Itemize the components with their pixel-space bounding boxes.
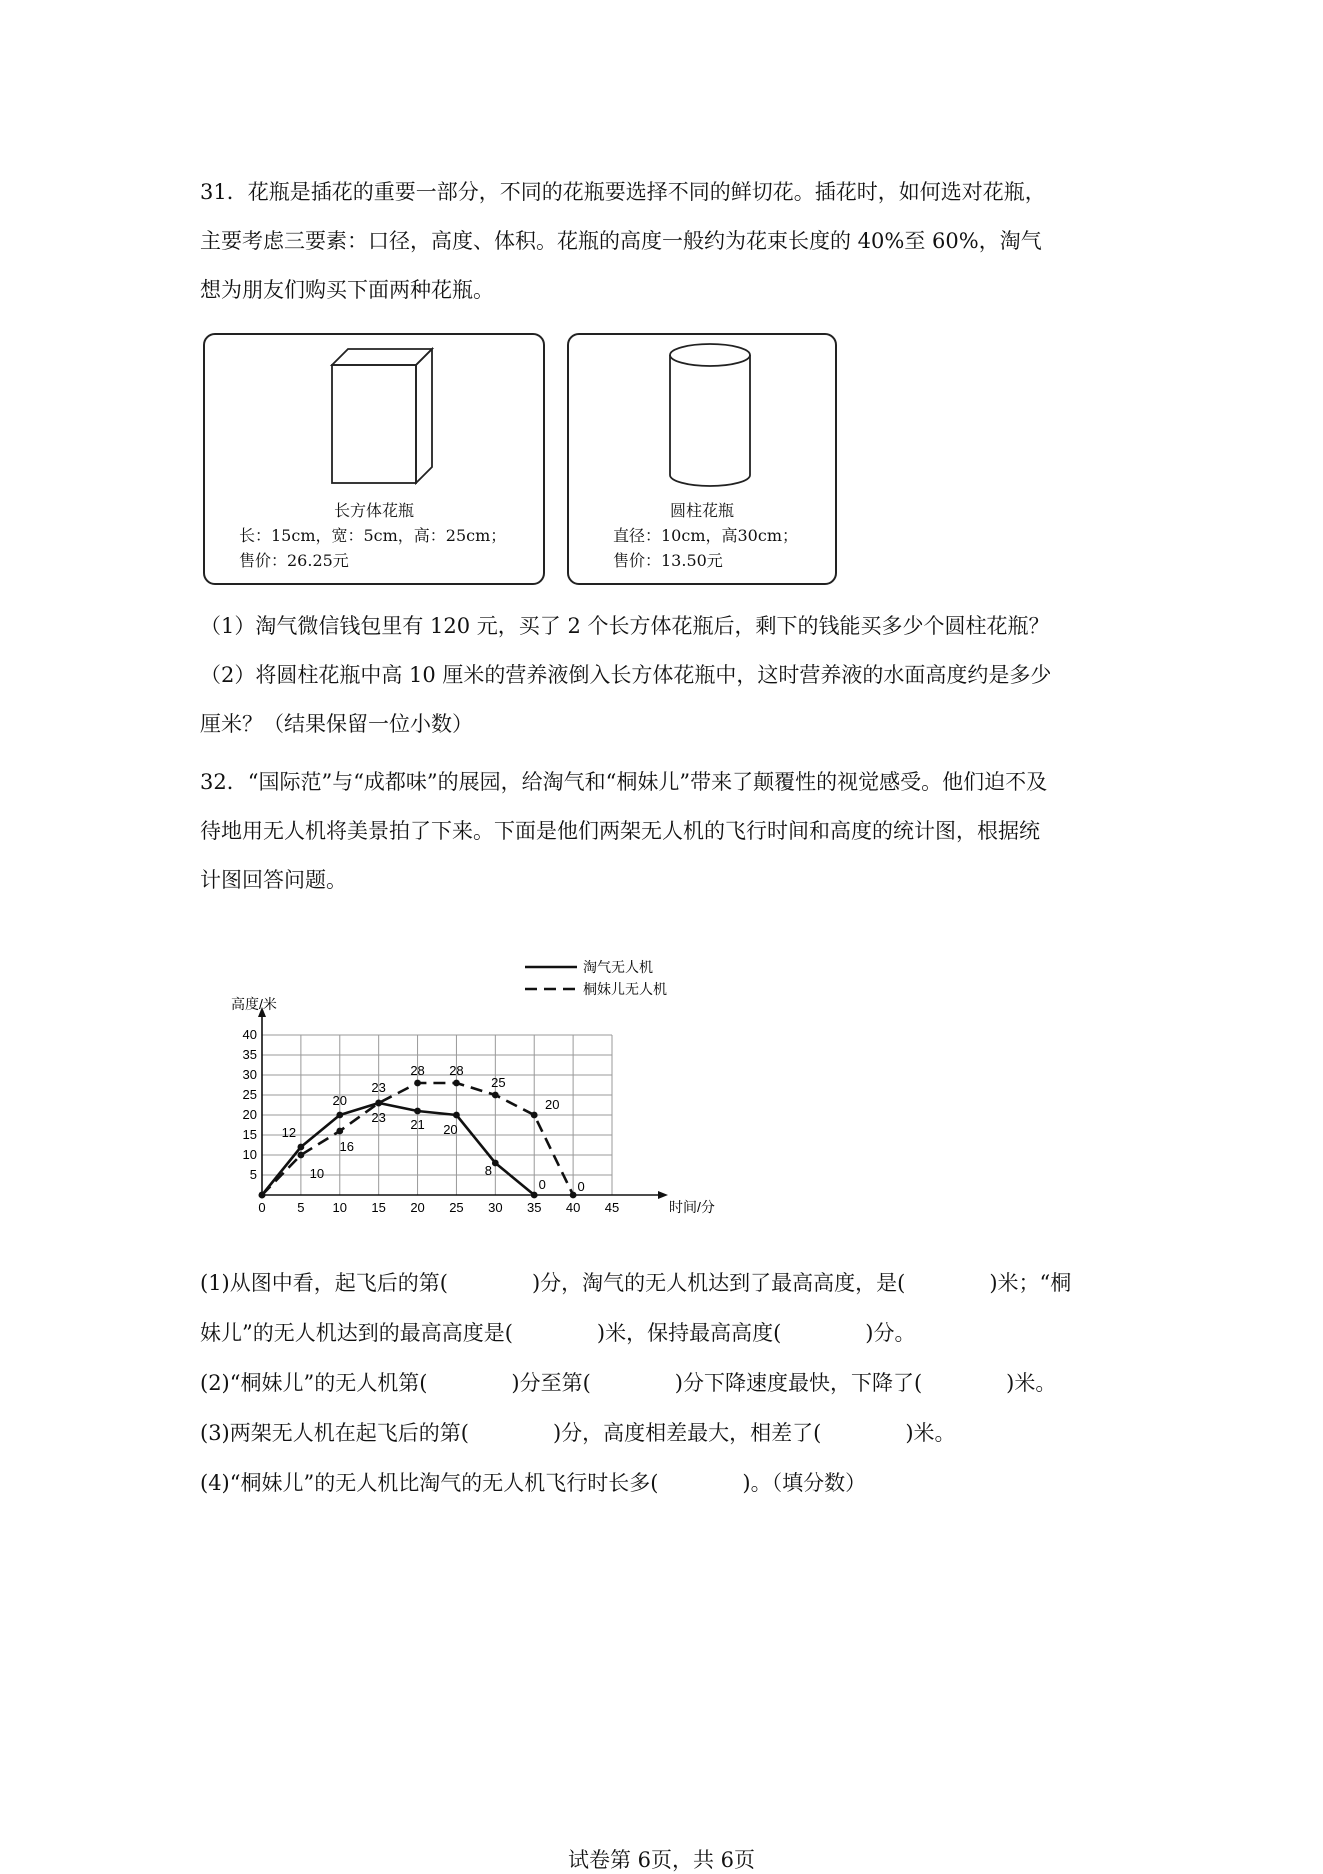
q32-sub-line: (3)两架无人机在起飞后的第( )分，高度相差最大，相差了( )米。 <box>200 1421 956 1445</box>
drone-height-chart <box>195 945 715 1225</box>
cylinder-vase-drawing <box>569 335 835 495</box>
q32-sub-line: (1)从图中看，起飞后的第( )分，淘气的无人机达到了最高高度，是( )米；“桐 <box>200 1271 1072 1295</box>
x-axis-arrow <box>658 1191 668 1199</box>
tongmeier-data-point <box>375 1100 382 1107</box>
tongmeier-data-point <box>453 1080 460 1087</box>
taoqi-data-point <box>414 1108 421 1115</box>
tongmeier-data-point <box>336 1128 343 1135</box>
q31-line: 主要考虑三要素：口径，高度、体积。花瓶的高度一般约为花束长度的 40%至 60%，淘气 <box>200 229 1042 253</box>
taoqi-data-point <box>453 1112 460 1119</box>
data-label: 20 <box>332 1093 348 1108</box>
cylinder-vase-dims: 直径：10cm，高30cm； <box>613 526 798 545</box>
y-tick-label: 40 <box>242 1027 257 1042</box>
q31-stem <box>200 168 1130 315</box>
q31-line: 想为朋友们购买下面两种花瓶。 <box>200 278 494 302</box>
cylinder-vase-price: 售价：13.50元 <box>613 551 723 570</box>
tongmeier-data-point <box>492 1092 499 1099</box>
q31-sub2-line: （2）将圆柱花瓶中高 10 厘米的营养液倒入长方体花瓶中，这时营养液的水面高度约是多少 <box>200 663 1052 687</box>
cylinder-vase-title: 圆柱花瓶 <box>669 501 734 520</box>
y-tick-label: 5 <box>249 1167 257 1182</box>
x-tick-label: 10 <box>332 1200 348 1215</box>
q32-sub-line: 妹儿”的无人机达到的最高高度是( )米，保持最高高度( )分。 <box>200 1321 916 1345</box>
taoqi-data-point <box>336 1112 343 1119</box>
q31-sub1: （1）淘气微信钱包里有 120 元，买了 2 个长方体花瓶后，剩下的钱能买多少个圆柱花瓶？ <box>200 614 1050 638</box>
y-tick-label: 25 <box>242 1087 257 1102</box>
y-tick-label: 20 <box>242 1107 257 1122</box>
y-tick-label: 10 <box>242 1147 257 1162</box>
tongmeier-data-point <box>570 1192 577 1199</box>
cylinder-vase-card <box>567 333 837 585</box>
x-tick-label: 5 <box>297 1200 305 1215</box>
y-axis-label: 高度/米 <box>231 996 277 1012</box>
q32-sub-line: (2)“桐妹儿”的无人机第( )分至第( )分下降速度最快，下降了( )米。 <box>200 1371 1057 1395</box>
x-tick-label: 25 <box>449 1200 464 1215</box>
cuboid-vase-drawing <box>205 335 543 495</box>
tongmeier-data-point <box>531 1112 538 1119</box>
cuboid-vase-price: 售价：26.25元 <box>239 551 349 570</box>
data-label: 10 <box>309 1166 325 1181</box>
legend-label: 淘气无人机 <box>583 959 653 975</box>
data-label: 23 <box>371 1110 386 1125</box>
y-tick-label: 30 <box>242 1067 257 1082</box>
x-tick-label: 35 <box>526 1200 542 1215</box>
taoqi-data-point <box>492 1160 499 1167</box>
data-label: 20 <box>544 1097 560 1112</box>
q31-sub2-line: 厘米？（结果保留一位小数） <box>200 712 473 736</box>
data-label: 20 <box>443 1122 458 1137</box>
data-label: 28 <box>410 1063 425 1078</box>
taoqi-data-point <box>531 1192 538 1199</box>
x-tick-label: 45 <box>604 1200 620 1215</box>
q31-subquestions <box>200 602 1130 749</box>
tongmeier-data-point <box>259 1192 266 1199</box>
q32-line: 计图回答问题。 <box>200 868 347 892</box>
data-label: 23 <box>371 1080 386 1095</box>
page-footer: 试卷第 6页，共 6页 <box>567 1848 756 1872</box>
x-tick-label: 15 <box>371 1200 386 1215</box>
tongmeier-data-point <box>297 1152 304 1159</box>
x-tick-label: 40 <box>565 1200 581 1215</box>
taoqi-data-point <box>297 1144 304 1151</box>
data-label: 25 <box>491 1075 506 1090</box>
cuboid-vase-card <box>203 333 545 585</box>
x-tick-label: 30 <box>488 1200 503 1215</box>
q31-line: 31．花瓶是插花的重要一部分，不同的花瓶要选择不同的鲜切花。插花时，如何选对花瓶， <box>200 180 1046 204</box>
x-tick-label: 20 <box>410 1200 425 1215</box>
cuboid-vase-dims: 长：15cm，宽：5cm，高：25cm； <box>239 526 507 545</box>
x-axis-label: 时间/分 <box>669 1199 715 1215</box>
data-label: 28 <box>449 1063 464 1078</box>
y-tick-label: 15 <box>242 1127 257 1142</box>
y-tick-label: 35 <box>242 1047 257 1062</box>
data-label: 8 <box>484 1163 492 1178</box>
data-label: 21 <box>410 1117 425 1132</box>
data-label: 0 <box>538 1177 546 1192</box>
cuboid-vase-title: 长方体花瓶 <box>333 501 414 520</box>
data-label: 0 <box>577 1179 585 1194</box>
legend-label: 桐妹儿无人机 <box>583 981 667 997</box>
q32-line: 待地用无人机将美景拍了下来。下面是他们两架无人机的飞行时间和高度的统计图，根据统 <box>200 819 1040 843</box>
data-label: 16 <box>339 1139 355 1154</box>
q32-line: 32．“国际范”与“成都味”的展园，给淘气和“桐妹儿”带来了颠覆性的视觉感受。他们迫不及 <box>200 770 1048 794</box>
x-tick-label: 0 <box>258 1200 266 1215</box>
tongmeier-data-point <box>414 1080 421 1087</box>
data-label: 12 <box>281 1125 297 1140</box>
q32-stem <box>200 758 1130 905</box>
q32-sub-line: (4)“桐妹儿”的无人机比淘气的无人机飞行时长多( )。（填分数） <box>200 1471 867 1495</box>
